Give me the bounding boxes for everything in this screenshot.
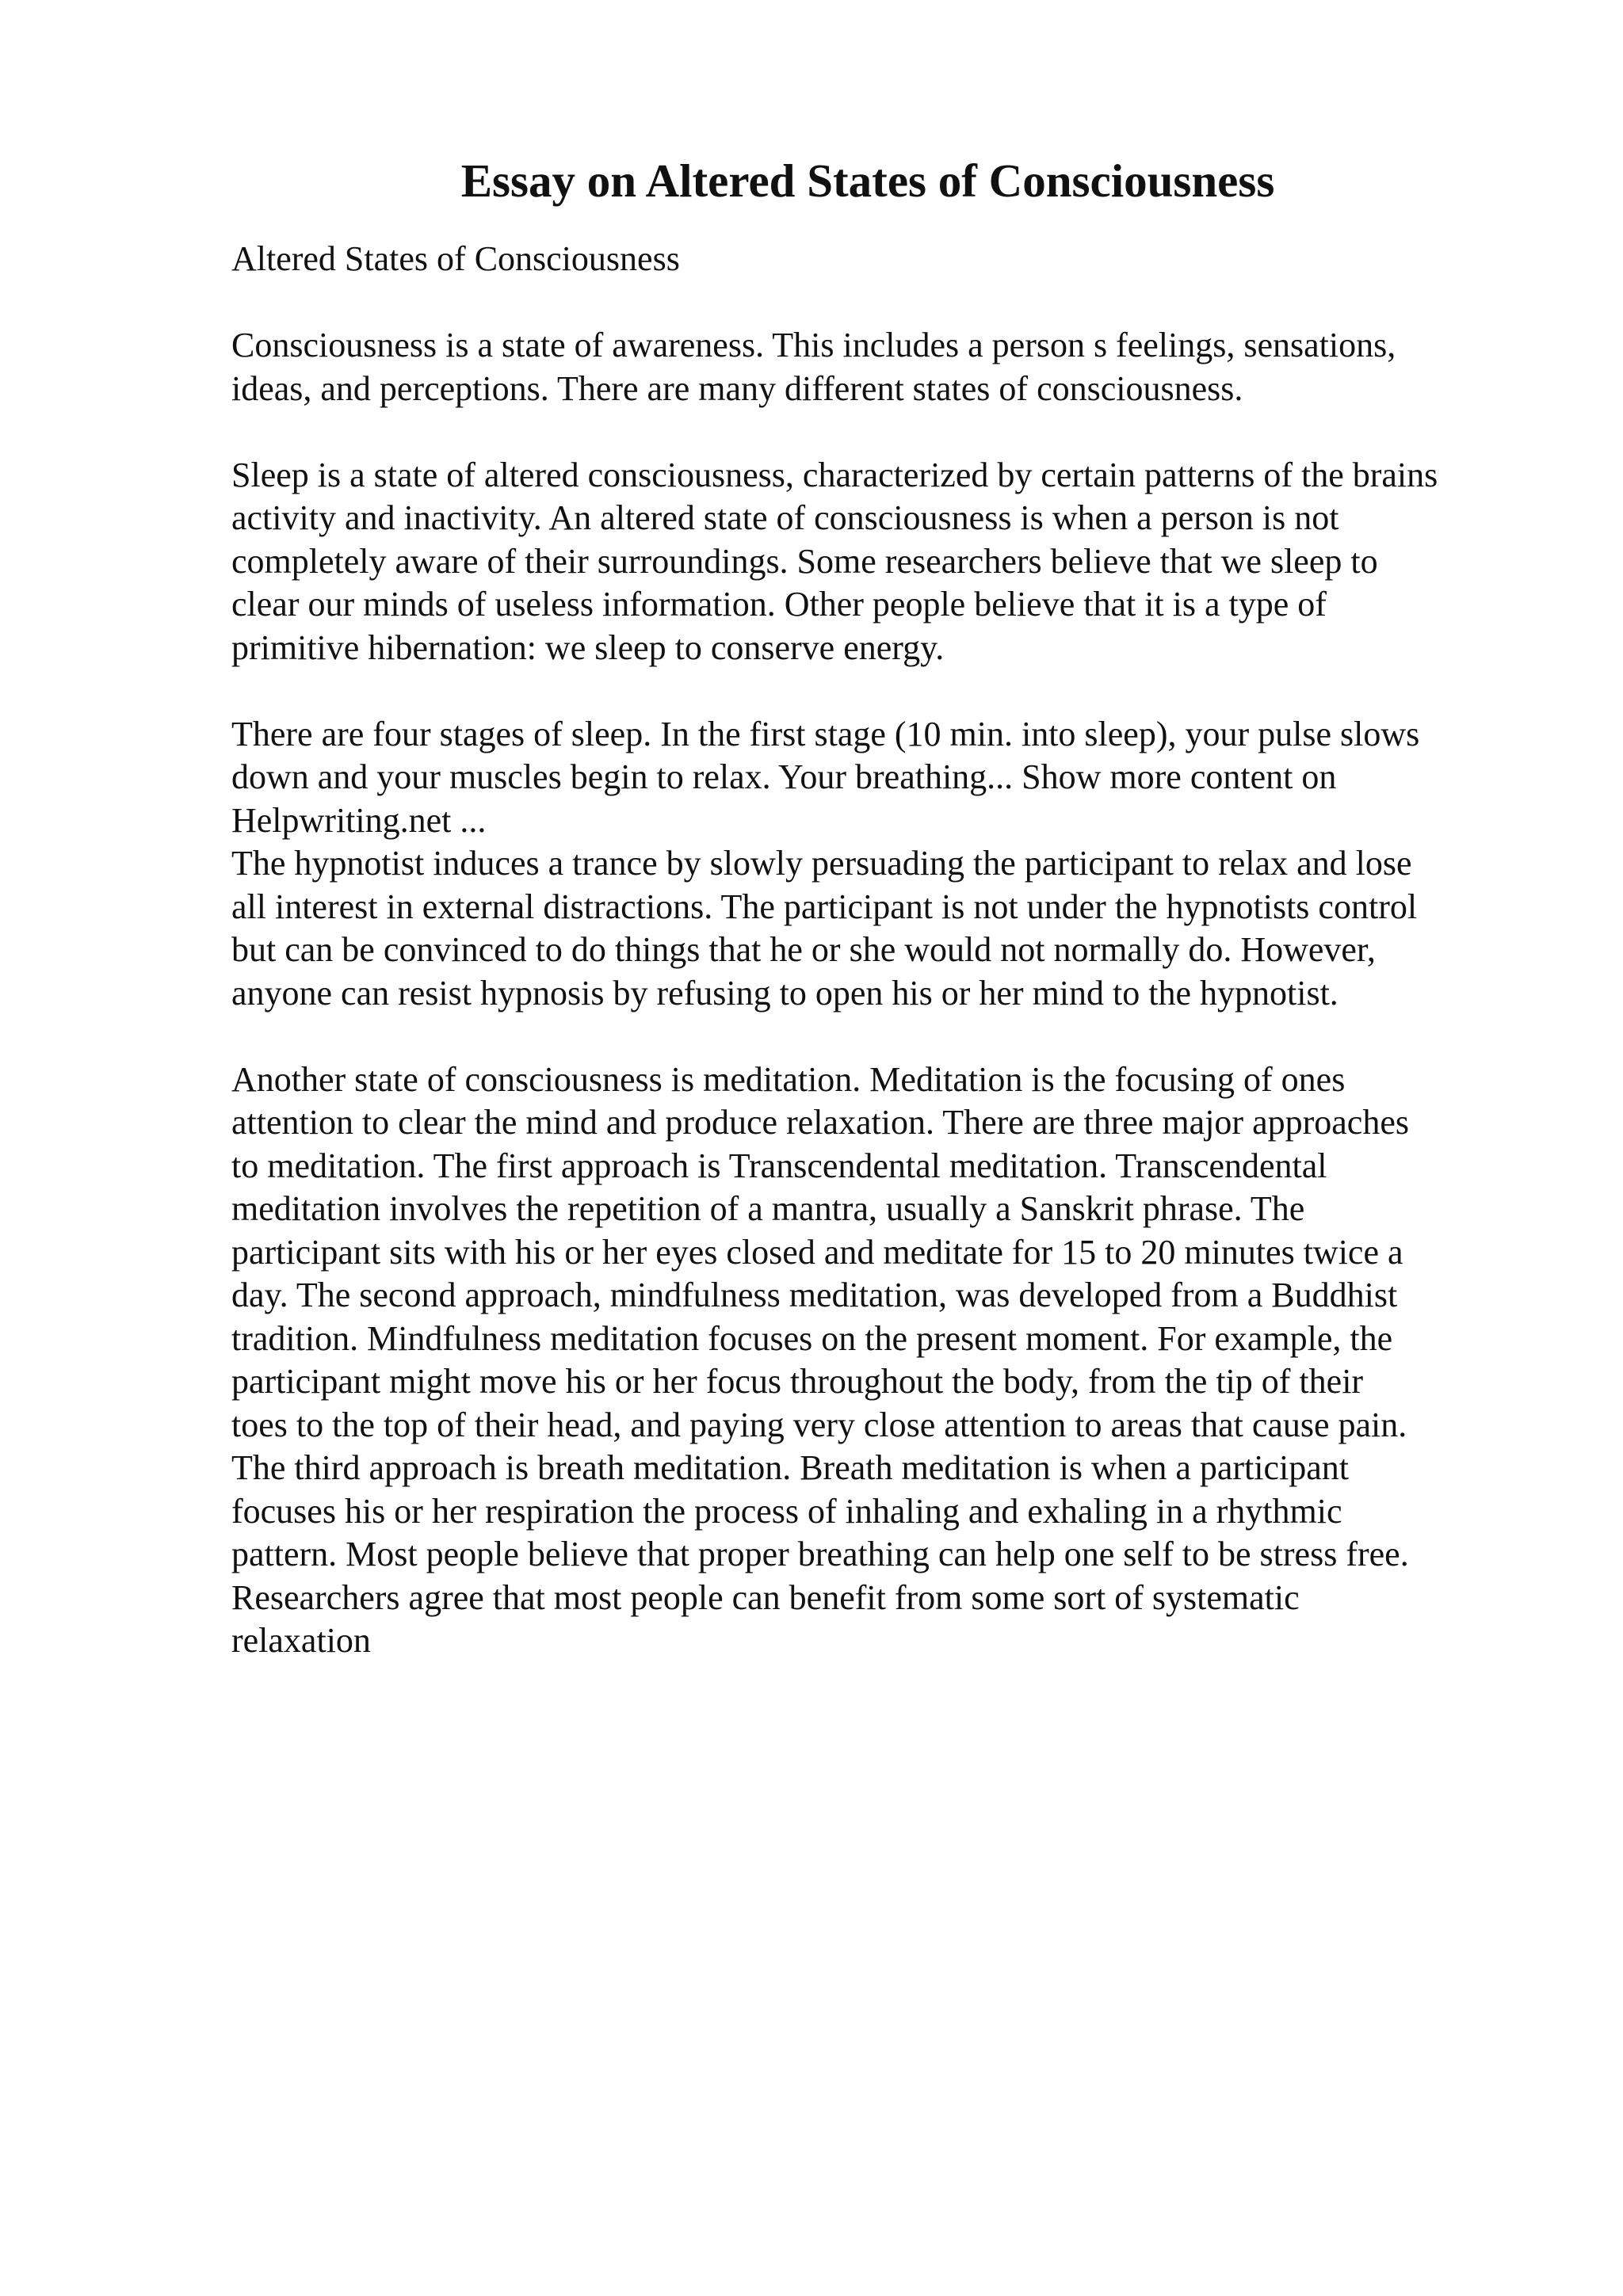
paragraph-gap — [231, 669, 1602, 713]
text-line: meditation involves the repetition of a mantra, usually a Sanskrit phrase. The — [231, 1189, 1305, 1228]
text-line: clear our minds of useless information. Other people believe that it is a type of — [231, 585, 1327, 624]
text-line: attention to clear the mind and produce relaxation. There are three major approaches — [231, 1103, 1409, 1142]
text-line: Researchers agree that most people can benefit from some sort of systematic — [231, 1577, 1300, 1617]
text-line: Helpwriting.net ... — [231, 800, 487, 840]
text-line: completely aware of their surroundings. Some researchers believe that we sleep to — [231, 541, 1378, 581]
text-line: participant sits with his or her eyes closed and meditate for 15 to 20 minutes twice a — [231, 1232, 1403, 1272]
paragraph-gap — [231, 410, 1602, 454]
text-line: down and your muscles begin to relax. Your breathing... Show more content on — [231, 757, 1337, 796]
page-title: Essay on Altered States of Consciousness — [460, 154, 1275, 207]
text-line: ideas, and perceptions. There are many different states of consciousness. — [231, 368, 1243, 408]
text-line: focuses his or her respiration the process of inhaling and exhaling in a rhythmic — [231, 1491, 1342, 1531]
text-line: tradition. Mindfulness meditation focuses on the present moment. For example, the — [231, 1318, 1393, 1358]
text-line: Consciousness is a state of awareness. This includes a person s feelings, sensations, — [231, 326, 1396, 364]
paragraph-gap — [231, 281, 1602, 325]
essay-subtitle: Altered States of Consciousness — [231, 239, 680, 278]
text-line: Another state of consciousness is meditation. Meditation is the focusing of ones — [231, 1059, 1346, 1099]
text-line: day. The second approach, mindfulness meditation, was developed from a Buddhist — [231, 1276, 1398, 1314]
text-line: activity and inactivity. An altered state of consciousness is when a person is not — [231, 498, 1339, 537]
text-line: anyone can resist hypnosis by refusing to open his or her mind to the hypnotist. — [231, 973, 1338, 1013]
text-line: The third approach is breath meditation. Breath meditation is when a participant — [231, 1448, 1349, 1487]
text-line: Sleep is a state of altered consciousness, characterized by certain patterns of the brains — [231, 455, 1438, 494]
text-line: all interest in external distractions. The participant is not under the hypnotists control — [231, 887, 1418, 926]
text-line: toes to the top of their head, and paying very close attention to areas that cause pain. — [231, 1405, 1407, 1444]
essay-body — [231, 238, 1602, 1663]
text-line: to meditation. The first approach is Transcendental meditation. Transcendental — [231, 1146, 1327, 1185]
paragraph-gap — [231, 1015, 1602, 1058]
text-line: pattern. Most people believe that proper breathing can help one self to be stress free. — [231, 1535, 1409, 1573]
text-line: participant might move his or her focus throughout the body, from the tip of their — [231, 1362, 1364, 1401]
text-line: relaxation — [231, 1621, 371, 1660]
text-line: primitive hibernation: we sleep to conserve energy. — [231, 627, 945, 667]
text-line: The hypnotist induces a trance by slowly persuading the participant to relax and lose — [231, 844, 1412, 883]
text-line: There are four stages of sleep. In the first stage (10 min. into sleep), your pulse slows — [231, 714, 1420, 753]
text-line: but can be convinced to do things that he or she would not normally do. However, — [231, 930, 1376, 969]
